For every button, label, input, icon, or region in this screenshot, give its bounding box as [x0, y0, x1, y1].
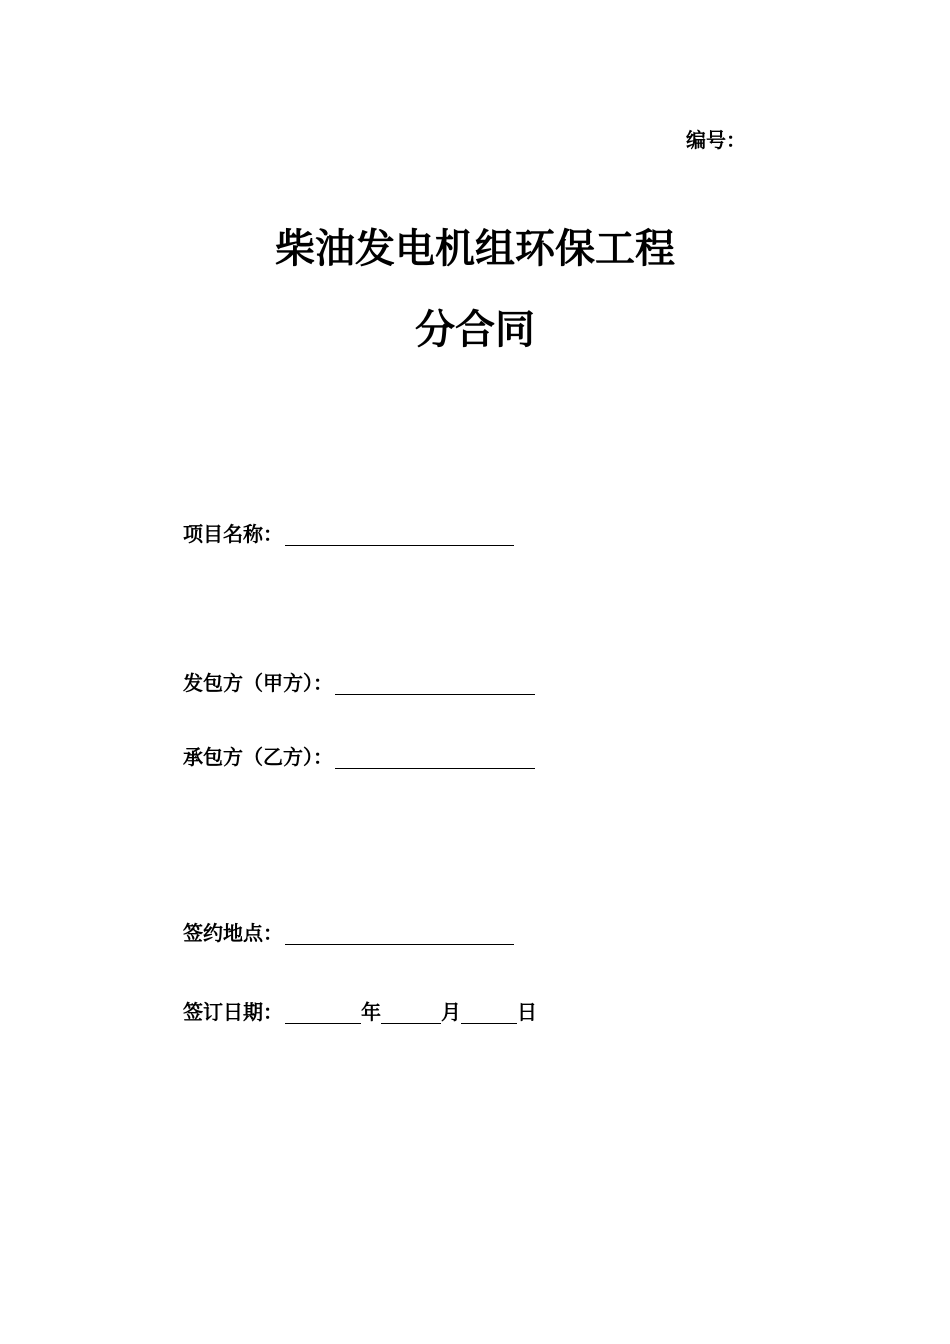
signing-place-field	[183, 919, 514, 947]
signing-place-label: 签约地点：	[183, 921, 283, 945]
signing-year-blank[interactable]	[285, 1001, 361, 1024]
party-a-label: 发包方（甲方）：	[183, 671, 333, 695]
day-label: 日	[517, 1000, 537, 1024]
contract-title: 柴油发电机组环保工程	[275, 225, 675, 272]
contract-subtitle: 分合同	[415, 306, 535, 353]
party-a-field	[183, 669, 535, 697]
project-name-blank[interactable]	[285, 523, 514, 546]
signing-place-blank[interactable]	[285, 922, 514, 945]
signing-month-blank[interactable]	[381, 1001, 441, 1024]
signing-day-blank[interactable]	[461, 1001, 517, 1024]
party-b-label: 承包方（乙方）：	[183, 745, 333, 769]
party-b-blank[interactable]	[335, 746, 535, 769]
serial-number-label: 编号：	[686, 128, 746, 152]
project-name-field	[183, 520, 514, 548]
year-label: 年	[361, 1000, 381, 1024]
signing-date-label: 签订日期：	[183, 1000, 283, 1024]
party-b-field	[183, 743, 535, 771]
party-a-blank[interactable]	[335, 672, 535, 695]
signing-date-field	[183, 998, 537, 1026]
month-label: 月	[441, 1000, 461, 1024]
project-name-label: 项目名称：	[183, 522, 283, 546]
